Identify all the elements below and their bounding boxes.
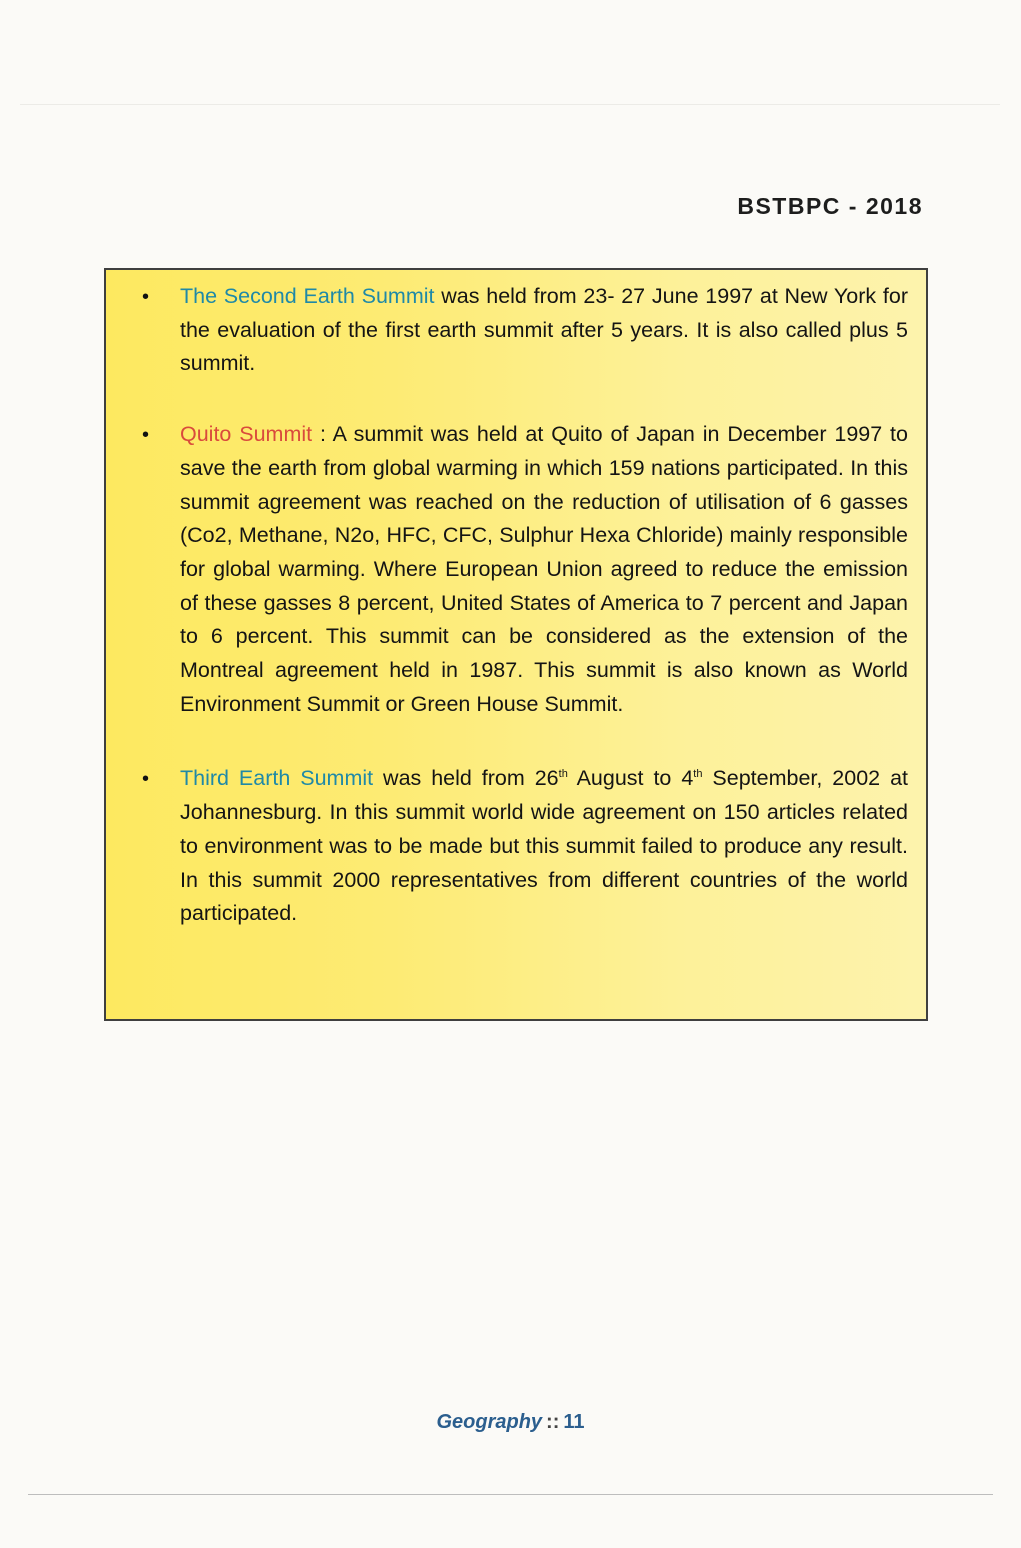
item-body: was held from 23- 27 June 1997 at New York for the evaluation of the first earth summit after 5 years. It is also called plus 5 summit.: [180, 284, 908, 376]
page-header-code: BSTBPC - 2018: [737, 193, 923, 219]
term-quito-summit: Quito Summit: [180, 422, 313, 447]
term-third-earth-summit: Third Earth Summit: [180, 766, 374, 791]
term-second-earth-summit: The Second Earth Summit: [180, 284, 435, 308]
list-item-text: [180, 418, 908, 721]
top-rule: [20, 104, 1000, 105]
bullet-icon: •: [142, 424, 150, 447]
bullet-icon: •: [142, 768, 150, 791]
item-body: : A summit was held at Quito of Japan in December 1997 to save the earth from global warming in which 159 nations participated. In this summit agreement was reached on the reduction of utilisation of 6 gasses (Co2, Methane, N2o, HFC, CFC, Sulphur Hexa Chloride) mainly responsible for global warming. Where European Union agreed to reduce the emission of these gasses 8 percent, United States of America to 7 percent and Japan to 6 percent. This summit can be considered as the extension of the Montreal agreement held in 1987. This summit is also known as World Environment Summit or Green House Summit.: [180, 422, 908, 716]
item-body-c: September, 2002 at Johannesburg. In this summit world wide agreement on 150 articles related to environment was to be made but this summit failed to produce any result. In this summit 2000 representatives from different countries of the world participated.: [180, 766, 909, 926]
bottom-rule: [28, 1494, 993, 1495]
ordinal-suffix: th: [693, 768, 703, 781]
list-item-text: [180, 280, 908, 381]
footer-separator: ::: [546, 1411, 560, 1433]
item-body-b: August to 4: [567, 766, 694, 791]
summit-info-box: [104, 268, 928, 1021]
ordinal-suffix: th: [558, 768, 568, 781]
list-item-text: [180, 762, 908, 931]
footer-subject: Geography: [436, 1411, 543, 1433]
item-body-a: was held from 26: [373, 766, 559, 791]
page-footer: [0, 1411, 1021, 1434]
page-number: 11: [563, 1411, 585, 1433]
list-item-second-earth-summit: [142, 280, 908, 381]
list-item-third-earth-summit: [142, 762, 908, 931]
bullet-icon: •: [142, 286, 150, 308]
list-item-quito-summit: [142, 418, 908, 721]
